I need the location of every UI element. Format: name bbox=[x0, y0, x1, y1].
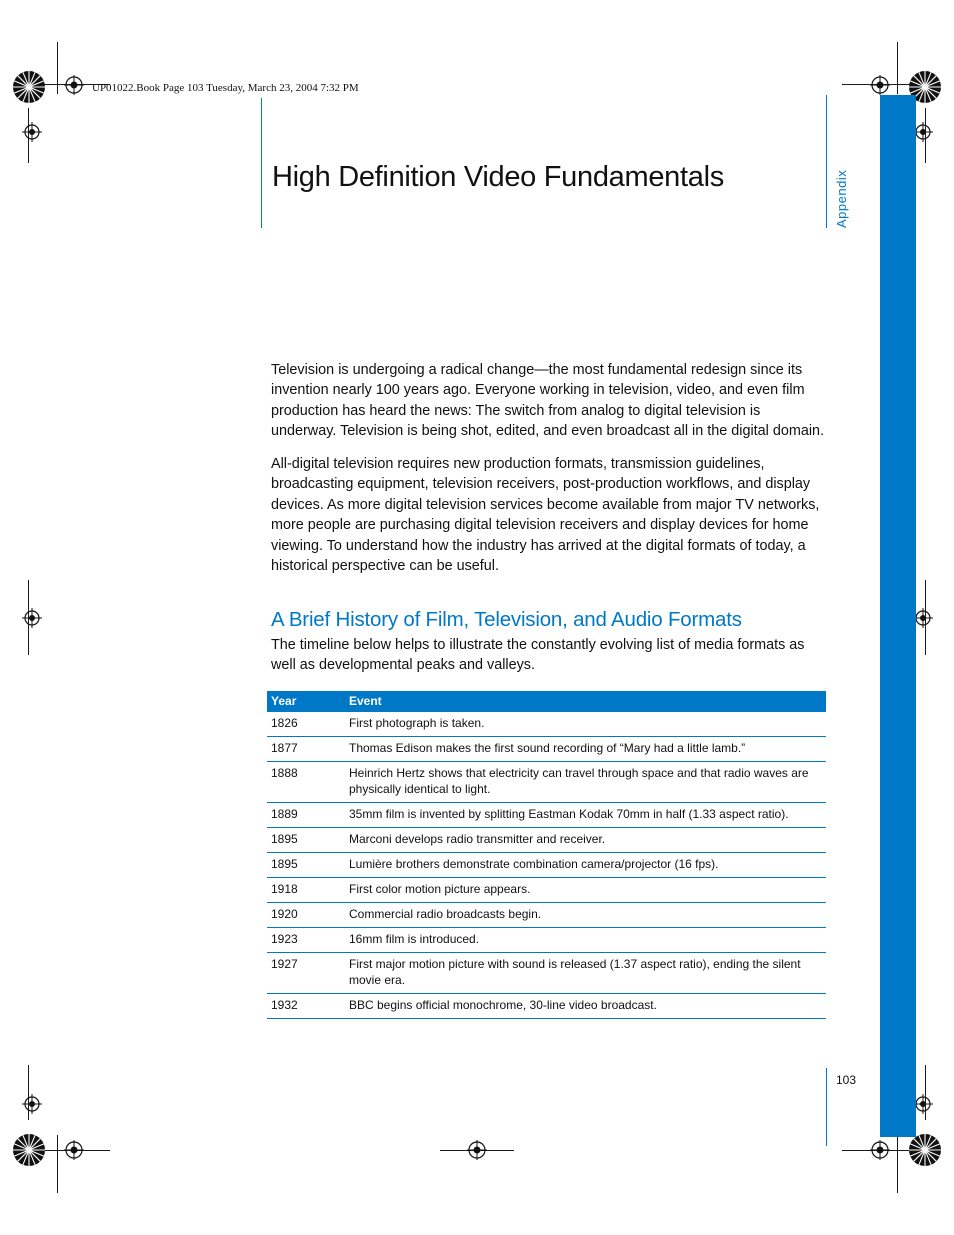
table-row bbox=[267, 712, 826, 737]
registration-mark-icon bbox=[64, 1140, 84, 1160]
section-heading: A Brief History of Film, Television, and Audio Formats bbox=[271, 608, 742, 631]
year-cell: 1877 bbox=[267, 737, 345, 762]
year-cell: 1932 bbox=[267, 994, 345, 1019]
event-cell: 16mm film is introduced. bbox=[345, 928, 826, 953]
registration-mark-icon bbox=[467, 1140, 487, 1160]
intro-paragraph: All-digital television requires new production formats, transmission guidelines, broadcasting equipment, television receivers, post-production workflows, and display devices. As more digital television services become available from major TV networks, more people are purchasing digital television receivers and display devices for home viewing. To understand how the industry has arrived at the digital formats of today, a historical perspective can be useful. bbox=[271, 456, 820, 575]
table-header-row bbox=[267, 691, 826, 712]
event-cell: BBC begins official monochrome, 30-line video broadcast. bbox=[345, 994, 826, 1019]
year-cell: 1895 bbox=[267, 853, 345, 878]
timeline-table bbox=[267, 691, 826, 1019]
year-cell: 1923 bbox=[267, 928, 345, 953]
registration-mark-icon bbox=[913, 122, 933, 142]
table-row bbox=[267, 928, 826, 953]
event-cell: Lumière brothers demonstrate combination camera/projector (16 fps). bbox=[345, 853, 826, 878]
registration-mark-icon bbox=[870, 1140, 890, 1160]
table-row bbox=[267, 903, 826, 928]
starburst-mark-icon bbox=[12, 70, 46, 104]
event-cell: Commercial radio broadcasts begin. bbox=[345, 903, 826, 928]
table-row bbox=[267, 762, 826, 803]
section-intro: The timeline below helps to illustrate the constantly evolving list of media formats as well as developmental peaks and valleys. bbox=[271, 637, 805, 674]
event-cell: First photograph is taken. bbox=[345, 712, 826, 737]
registration-mark-icon bbox=[22, 1094, 42, 1114]
column-header-event: Event bbox=[345, 691, 826, 712]
year-cell: 1889 bbox=[267, 803, 345, 828]
table-row bbox=[267, 853, 826, 878]
crop-line bbox=[897, 1135, 898, 1193]
registration-mark-icon bbox=[913, 1094, 933, 1114]
event-cell: 35mm film is invented by splitting Eastman Kodak 70mm in half (1.33 aspect ratio). bbox=[345, 803, 826, 828]
crop-line bbox=[57, 1135, 58, 1193]
year-cell: 1927 bbox=[267, 953, 345, 994]
registration-mark-icon bbox=[64, 75, 84, 95]
event-cell: First color motion picture appears. bbox=[345, 878, 826, 903]
starburst-mark-icon bbox=[12, 1133, 46, 1167]
page-title: High Definition Video Fundamentals bbox=[272, 161, 724, 193]
registration-mark-icon bbox=[22, 608, 42, 628]
year-cell: 1826 bbox=[267, 712, 345, 737]
crop-line bbox=[897, 42, 898, 94]
appendix-label: Appendix bbox=[834, 169, 849, 228]
table-row bbox=[267, 994, 826, 1019]
year-cell: 1918 bbox=[267, 878, 345, 903]
event-cell: Thomas Edison makes the first sound recording of “Mary had a little lamb.” bbox=[345, 737, 826, 762]
registration-mark-icon bbox=[22, 122, 42, 142]
side-rule bbox=[826, 95, 827, 228]
starburst-mark-icon bbox=[908, 1133, 942, 1167]
event-cell: First major motion picture with sound is released (1.37 aspect ratio), ending the silent movie era. bbox=[345, 953, 826, 994]
chapter-tab-bar bbox=[880, 95, 916, 1137]
column-header-year: Year bbox=[267, 691, 345, 712]
print-slug: UP01022.Book Page 103 Tuesday, March 23, 2004 7:32 PM bbox=[92, 82, 359, 94]
intro-paragraph: Television is undergoing a radical change—the most fundamental redesign since its invention nearly 100 years ago. Everyone working in television, video, and even film production has heard the news: The switch from analog to digital television is underway. Television is being shot, edited, and even broadcast all in the digital domain. bbox=[271, 362, 825, 440]
registration-mark-icon bbox=[870, 75, 890, 95]
registration-mark-icon bbox=[913, 608, 933, 628]
year-cell: 1888 bbox=[267, 762, 345, 803]
footer-rule bbox=[826, 1068, 827, 1146]
table-row bbox=[267, 737, 826, 762]
page-number: 103 bbox=[836, 1073, 857, 1087]
event-cell: Marconi develops radio transmitter and receiver. bbox=[345, 828, 826, 853]
event-cell: Heinrich Hertz shows that electricity can travel through space and that radio waves are physically identical to light. bbox=[345, 762, 826, 803]
year-cell: 1895 bbox=[267, 828, 345, 853]
table-row bbox=[267, 803, 826, 828]
table-row bbox=[267, 878, 826, 903]
title-rule bbox=[261, 98, 262, 228]
table-row bbox=[267, 828, 826, 853]
year-cell: 1920 bbox=[267, 903, 345, 928]
crop-line bbox=[57, 42, 58, 94]
table-row bbox=[267, 953, 826, 994]
